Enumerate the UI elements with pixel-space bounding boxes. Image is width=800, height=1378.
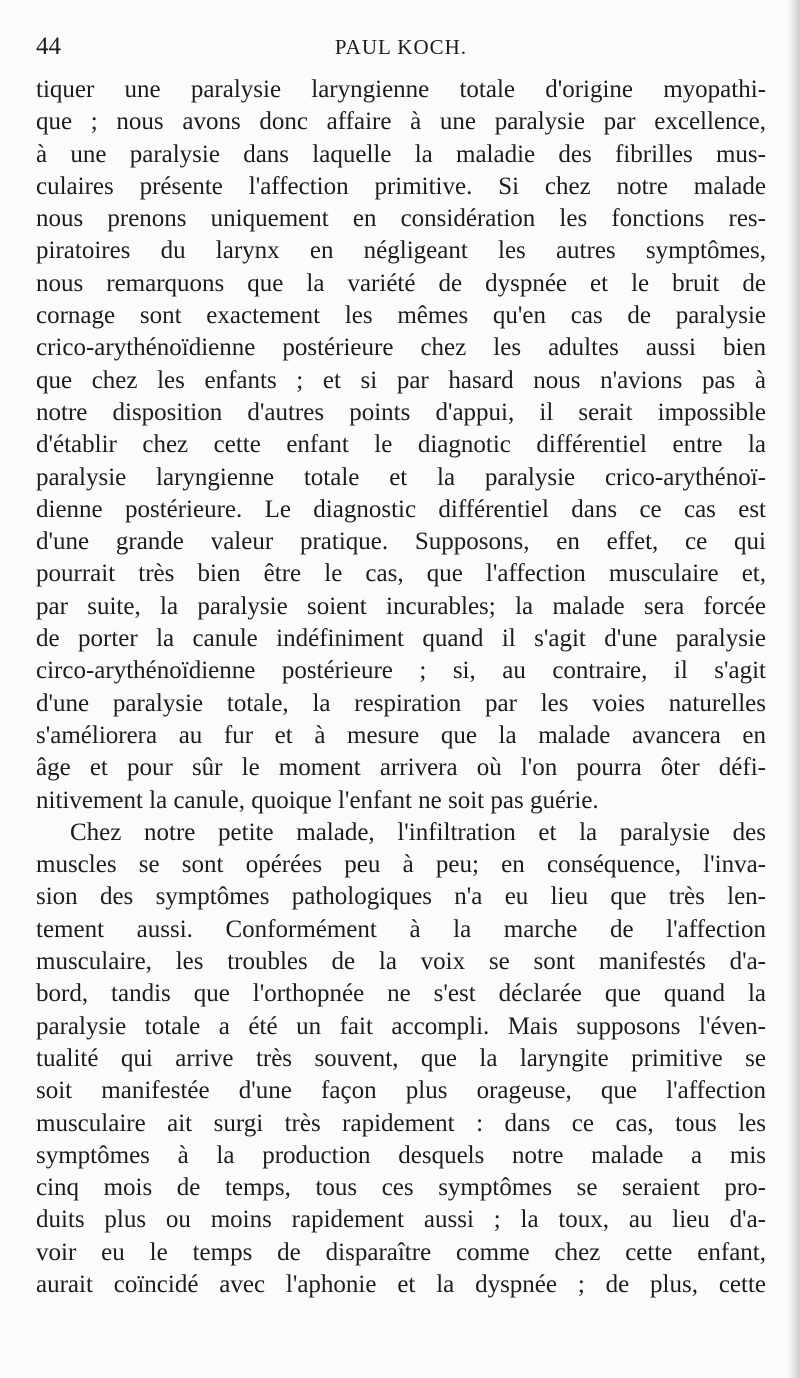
text-line: musculaire ait surgi très rapidement : dans ce cas, tous les: [36, 1109, 766, 1137]
text-line: notre disposition d'autres points d'appui, il serait impossible: [36, 398, 766, 426]
text-line: circo-arythénoïdienne postérieure ; si, au contraire, il s'agit: [36, 657, 766, 685]
text-line: d'établir chez cette enfant le diagnotic différentiel entre la: [36, 431, 766, 459]
text-line: cornage sont exactement les mêmes qu'en cas de paralysie: [36, 302, 766, 330]
text-line: muscles se sont opérées peu à peu; en conséquence, l'inva-: [36, 851, 766, 879]
text-line: de porter la canule indéfiniment quand il s'agit d'une paralysie: [36, 625, 766, 653]
text-line: dienne postérieure. Le diagnostic différentiel dans ce cas est: [36, 495, 766, 523]
text-line: tualité qui arrive très souvent, que la laryngite primitive se: [36, 1044, 766, 1072]
paragraph-start-line: Chez notre petite malade, l'infiltration et la paralysie des: [70, 818, 766, 846]
text-line: que chez les enfants ; et si par hasard nous n'avions pas à: [36, 366, 766, 394]
body-text: [36, 74, 766, 1301]
text-line: nous remarquons que la variété de dyspnée et le bruit de: [36, 269, 766, 297]
text-line: voir eu le temps de disparaître comme chez cette enfant,: [36, 1238, 766, 1266]
text-line: nous prenons uniquement en considération les fonctions res-: [36, 205, 766, 233]
text-line: symptômes à la production desquels notre malade a mis: [36, 1141, 766, 1169]
text-line: sion des symptômes pathologiques n'a eu lieu que très len-: [36, 883, 766, 911]
text-line: cinq mois de temps, tous ces symptômes se seraient pro-: [36, 1174, 766, 1202]
text-line: âge et pour sûr le moment arrivera où l'on pourra ôter défi-: [36, 754, 766, 782]
text-line: nitivement la canule, quoique l'enfant ne soit pas guérie.: [36, 786, 599, 814]
page-number: 44: [36, 33, 61, 60]
text-line: duits plus ou moins rapidement aussi ; la toux, au lieu d'a-: [36, 1206, 766, 1234]
text-line: que ; nous avons donc affaire à une paralysie par excellence,: [36, 108, 766, 136]
text-line: aurait coïncidé avec l'aphonie et la dyspnée ; de plus, cette: [36, 1270, 766, 1298]
text-line: pourrait très bien être le cas, que l'affection musculaire et,: [36, 560, 766, 588]
text-line: piratoires du larynx en négligeant les autres symptômes,: [36, 237, 766, 265]
text-line: musculaire, les troubles de la voix se sont manifestés d'a-: [36, 948, 766, 976]
text-line: d'une grande valeur pratique. Supposons, en effet, ce qui: [36, 528, 766, 556]
text-line: tement aussi. Conformément à la marche de l'affection: [36, 915, 766, 943]
text-line: tiquer une paralysie laryngienne totale d'origine myopathi-: [36, 76, 766, 103]
text-line: s'améliorera au fur et à mesure que la malade avancera en: [36, 721, 766, 749]
text-line: bord, tandis que l'orthopnée ne s'est déclarée que quand la: [36, 980, 766, 1008]
text-line: culaires présente l'affection primitive. Si chez notre malade: [36, 172, 766, 200]
text-line: paralysie laryngienne totale et la paralysie crico-arythénoï-: [36, 463, 766, 491]
page-edge-shadow: [788, 0, 800, 1378]
text-line: par suite, la paralysie soient incurables; la malade sera forcée: [36, 592, 766, 620]
text-line: à une paralysie dans laquelle la maladie des fibrilles mus-: [36, 140, 766, 168]
text-line: d'une paralysie totale, la respiration par les voies naturelles: [36, 689, 766, 717]
text-line: paralysie totale a été un fait accompli. Mais supposons l'éven-: [36, 1012, 766, 1040]
running-title: PAUL KOCH.: [334, 35, 468, 59]
text-line: crico-arythénoïdienne postérieure chez les adultes aussi bien: [36, 334, 766, 362]
text-line: soit manifestée d'une façon plus orageuse, que l'affection: [36, 1077, 766, 1105]
page-header: [36, 30, 766, 64]
